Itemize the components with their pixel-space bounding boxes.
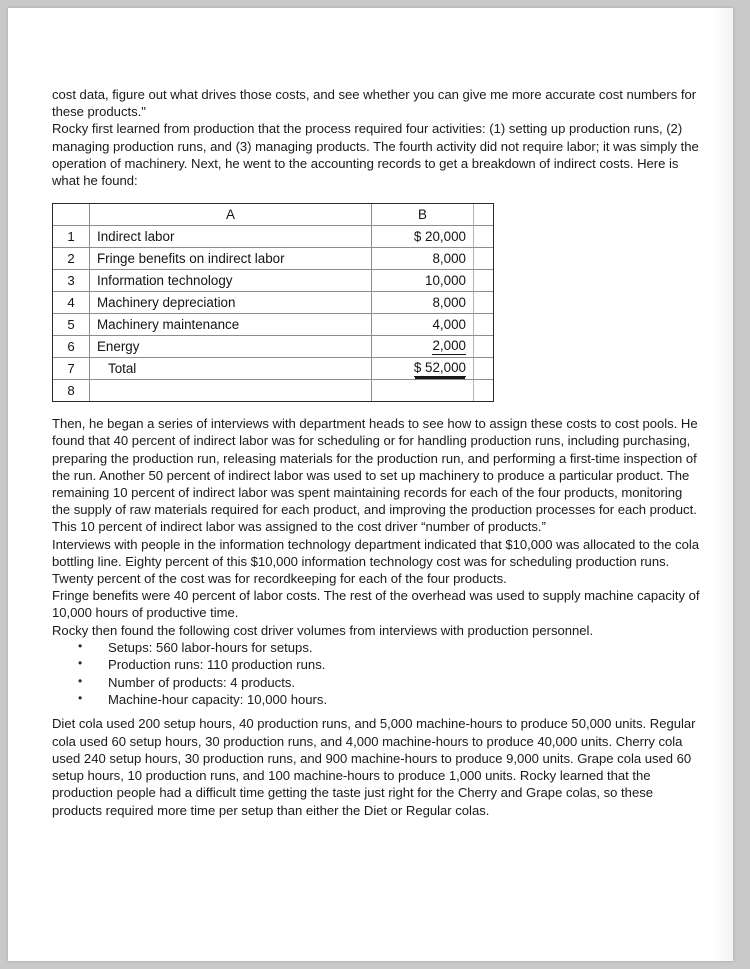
spreadsheet <box>53 204 493 401</box>
cost-item-label: Indirect labor <box>90 226 372 248</box>
cost-item-amount <box>372 336 474 358</box>
amount-value: $ 20,000 <box>413 229 466 245</box>
document-body <box>52 86 703 819</box>
table-pad-cell <box>474 336 494 358</box>
amount-value: 8,000 <box>432 295 466 311</box>
column-header-blank <box>53 204 90 226</box>
list-item: • Number of products: 4 products. <box>52 674 703 691</box>
table-row <box>53 358 493 380</box>
cost-item-amount <box>372 226 474 248</box>
scanned-page <box>8 8 733 961</box>
table-row <box>53 336 493 358</box>
table-row <box>53 248 493 270</box>
row-number: 5 <box>53 314 90 336</box>
amount-value: 10,000 <box>425 273 466 289</box>
table-pad-cell <box>474 248 494 270</box>
cost-item-label <box>90 380 372 402</box>
cost-item-amount <box>372 358 474 380</box>
cost-item-label: Energy <box>90 336 372 358</box>
indirect-cost-table <box>52 203 494 402</box>
cost-item-amount <box>372 314 474 336</box>
table-pad-cell <box>474 358 494 380</box>
row-number: 3 <box>53 270 90 292</box>
amount-value: 8,000 <box>432 251 466 267</box>
cost-driver-volume-list <box>52 639 703 709</box>
cost-item-amount <box>372 292 474 314</box>
cost-item-label: Fringe benefits on indirect labor <box>90 248 372 270</box>
row-number: 6 <box>53 336 90 358</box>
amount-value: $ 52,000 <box>413 360 466 376</box>
table-row <box>53 270 493 292</box>
row-number: 8 <box>53 380 90 402</box>
row-number: 7 <box>53 358 90 380</box>
table-pad-cell <box>474 270 494 292</box>
cost-item-label: Information technology <box>90 270 372 292</box>
table-header-row <box>53 204 493 226</box>
paragraph: Interviews with people in the information technology department indicated that $10,000 was allocated to the cola bottling line. Eighty percent of this $10,000 information technology cost was for scheduling production runs. Twenty percent of the cost was for recordkeeping for each of the four products. <box>52 536 700 587</box>
column-header-a: A <box>90 204 372 226</box>
paragraph: Then, he began a series of interviews with department heads to see how to assign these costs to cost pools. He found that 40 percent of indirect labor was for scheduling or for handling production runs, including purchasing, preparing the production run, releasing materials for the production run, and performing a first-time inspection of the run. Another 50 percent of indirect labor was used to set up machinery to produce a particular product. The remaining 10 percent of indirect labor was spent maintaining records for each of the four products, monitoring the supply of raw materials required for each product, and improving the production processes for each product. This 10 percent of indirect labor was assigned to the cost driver “number of products.” <box>52 416 698 535</box>
column-header-b: B <box>372 204 474 226</box>
paragraph: Rocky first learned from production that the process required four activities: (1) setting up production runs, (2) managing production runs, and (3) managing products. The fourth activity did not require labor; it was simply the operation of machinery. Next, he went to the accounting records to get a breakdown of indirect costs. Here is what he found: <box>52 121 699 189</box>
row-number: 1 <box>53 226 90 248</box>
cost-item-amount <box>372 270 474 292</box>
list-item: • Production runs: 110 production runs. <box>52 656 703 673</box>
paragraph: Fringe benefits were 40 percent of labor costs. The rest of the overhead was used to supply machine capacity of 10,000 hours of productive time. <box>52 588 700 621</box>
table-row <box>53 226 493 248</box>
row-number: 4 <box>53 292 90 314</box>
paragraph: Diet cola used 200 setup hours, 40 production runs, and 5,000 machine-hours to produce 50,000 units. Regular cola used 60 setup hours, 30 production runs, and 4,000 machine-hours to produce 40,000 units. Cherry cola used 240 setup hours, 30 production runs, and 900 machine-hours to produce 9,000 units. Grape cola used 60 setup hours, 10 production runs, and 100 machine-hours to produce 1,000 units. Rocky learned that the production people had a difficult time getting the taste just right for the Cherry and Grape colas, so these products required more time per setup than either the Diet or Regular colas. <box>52 716 696 818</box>
table-pad-cell <box>474 292 494 314</box>
amount-value: 2,000 <box>432 338 466 354</box>
list-item: • Setups: 560 labor-hours for setups. <box>52 639 703 656</box>
cost-item-amount <box>372 248 474 270</box>
row-number: 2 <box>53 248 90 270</box>
table-row <box>53 292 493 314</box>
table-pad-cell <box>474 380 494 402</box>
table-row <box>53 380 493 402</box>
table-row <box>53 314 493 336</box>
cost-item-label: Machinery maintenance <box>90 314 372 336</box>
table-pad-cell <box>474 226 494 248</box>
cost-item-label: Total <box>90 358 372 380</box>
paragraph: cost data, figure out what drives those costs, and see whether you can give me more accurate cost numbers for these products." <box>52 87 697 120</box>
column-header-blank <box>474 204 494 226</box>
cost-item-label: Machinery depreciation <box>90 292 372 314</box>
cost-item-amount <box>372 380 474 402</box>
table-pad-cell <box>474 314 494 336</box>
amount-value: 4,000 <box>432 317 466 333</box>
list-item: • Machine-hour capacity: 10,000 hours. <box>52 691 703 708</box>
paragraph: Rocky then found the following cost driver volumes from interviews with production personnel. <box>52 622 594 638</box>
